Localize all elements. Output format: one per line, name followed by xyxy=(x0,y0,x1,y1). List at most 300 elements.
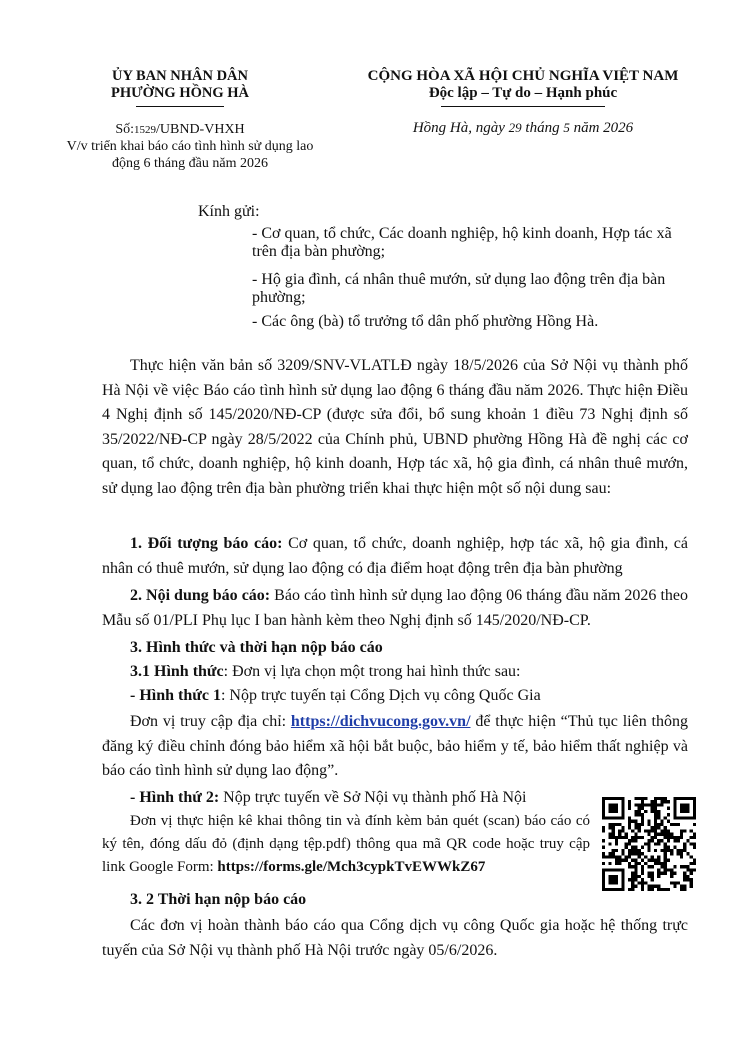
section-1-title: 1. Đối tượng báo cáo: xyxy=(130,535,283,552)
qr-module xyxy=(693,800,696,803)
qr-module xyxy=(693,807,696,810)
qr-module xyxy=(634,810,637,813)
qr-module xyxy=(673,813,676,816)
qr-module xyxy=(644,829,647,832)
qr-module xyxy=(615,823,618,826)
qr-module xyxy=(615,797,618,800)
qr-module xyxy=(664,852,667,855)
qr-module xyxy=(690,878,693,881)
qr-module xyxy=(693,859,696,862)
qr-module xyxy=(673,881,676,884)
qr-module xyxy=(690,855,693,858)
qr-module xyxy=(615,859,618,862)
qr-module xyxy=(618,823,621,826)
qr-module xyxy=(615,842,618,845)
qr-module xyxy=(621,872,624,875)
intro-paragraph: Thực hiện văn bản số 3209/SNV-VLATLĐ ngày 18/5/2026 của Sở Nội vụ thành phố Hà Nội về việc Báo cáo tình hình sử dụng lao động 6 tháng đầu năm 2026. Thực hiện Điều 4 Nghị định số 145/2020/NĐ-CP (được sửa đổi, bổ sung khoản 1 điều 73 Nghị định số 35/2022/NĐ-CP ngày 28/5/2022 của Chính phủ, UBND phường Hồng Hà đề nghị các cơ quan, tổ chức, doanh nghiệp, hộ kinh doanh, Hợp tác xã, hộ gia đình, cá nhân thuê mướn, sử dụng lao động trên địa bàn phường triển khai thực hiện một số nội dung sau: xyxy=(102,357,688,497)
qr-module xyxy=(615,803,618,806)
qr-module xyxy=(657,803,660,806)
qr-module xyxy=(644,881,647,884)
qr-module xyxy=(615,881,618,884)
qr-module xyxy=(615,855,618,858)
qr-module xyxy=(680,855,683,858)
qr-module xyxy=(664,800,667,803)
qr-module xyxy=(664,872,667,875)
qr-module xyxy=(677,839,680,842)
qr-module xyxy=(641,800,644,803)
qr-module xyxy=(693,862,696,865)
qr-module xyxy=(660,823,663,826)
qr-module xyxy=(621,813,624,816)
form-2-title: - Hình thứ 2: xyxy=(130,789,220,806)
qr-module xyxy=(615,875,618,878)
qr-module xyxy=(618,833,621,836)
qr-module xyxy=(673,797,676,800)
qr-module xyxy=(641,868,644,871)
qr-module xyxy=(638,807,641,810)
qr-module xyxy=(602,813,605,816)
qr-module xyxy=(680,797,683,800)
qr-module xyxy=(686,839,689,842)
qr-module xyxy=(638,829,641,832)
qr-module xyxy=(638,810,641,813)
qr-module xyxy=(651,810,654,813)
qr-module xyxy=(628,826,631,829)
qr-module xyxy=(638,797,641,800)
qr-module xyxy=(625,836,628,839)
qr-module xyxy=(641,816,644,819)
qr-module xyxy=(641,878,644,881)
dichvucong-link[interactable]: https://dichvucong.gov.vn/ xyxy=(290,713,471,730)
qr-module xyxy=(631,865,634,868)
qr-module xyxy=(651,839,654,842)
qr-module xyxy=(628,816,631,819)
form-1-title: - Hình thức 1 xyxy=(130,687,221,704)
qr-module xyxy=(625,842,628,845)
qr-module xyxy=(670,868,673,871)
qr-module xyxy=(690,885,693,888)
qr-module xyxy=(608,810,611,813)
qr-module xyxy=(638,875,641,878)
qr-module xyxy=(644,855,647,858)
qr-module xyxy=(647,823,650,826)
qr-module xyxy=(647,865,650,868)
qr-module xyxy=(615,849,618,852)
qr-module xyxy=(651,803,654,806)
qr-module xyxy=(670,823,673,826)
qr-module xyxy=(638,823,641,826)
qr-module xyxy=(664,859,667,862)
qr-module xyxy=(654,823,657,826)
qr-module xyxy=(631,820,634,823)
qr-module xyxy=(644,842,647,845)
qr-module xyxy=(625,855,628,858)
qr-module xyxy=(618,816,621,819)
section-2: 2. Nội dung báo cáo: Báo cáo tình hình sử dụng lao động 06 tháng đầu năm 2026 theo Mẫu số 01/PLI Phụ lục I ban hành kèm theo Nghị định số 145/2020/NĐ-CP. xyxy=(102,587,689,629)
qr-module xyxy=(657,842,660,845)
qr-module xyxy=(647,872,650,875)
form-1: - Hình thức 1: Nộp trực tuyến tại Cổng Dịch vụ công Quốc Gia xyxy=(130,687,541,704)
qr-module xyxy=(673,800,676,803)
qr-module xyxy=(608,826,611,829)
qr-code-graphic xyxy=(602,797,696,891)
qr-module xyxy=(686,875,689,878)
qr-module xyxy=(634,820,637,823)
qr-module xyxy=(693,833,696,836)
qr-module xyxy=(657,826,660,829)
qr-module xyxy=(621,816,624,819)
qr-module xyxy=(651,807,654,810)
qr-module xyxy=(686,878,689,881)
qr-module xyxy=(615,839,618,842)
qr-module xyxy=(602,872,605,875)
qr-module xyxy=(657,875,660,878)
document-number-value: 1529 xyxy=(134,124,156,136)
qr-module xyxy=(657,868,660,871)
qr-module xyxy=(602,797,605,800)
qr-module xyxy=(654,803,657,806)
qr-module xyxy=(651,826,654,829)
motto-underline xyxy=(441,106,605,107)
qr-module xyxy=(602,875,605,878)
recipients-label: Kính gửi: xyxy=(198,203,260,220)
qr-module xyxy=(657,813,660,816)
qr-module xyxy=(667,868,670,871)
national-motto xyxy=(358,68,688,102)
qr-module xyxy=(686,868,689,871)
qr-module xyxy=(634,859,637,862)
qr-module xyxy=(612,816,615,819)
qr-module xyxy=(638,852,641,855)
qr-module xyxy=(625,859,628,862)
qr-module xyxy=(634,826,637,829)
qr-module xyxy=(651,829,654,832)
qr-module xyxy=(686,807,689,810)
qr-module xyxy=(612,803,615,806)
qr-module xyxy=(628,800,631,803)
qr-module xyxy=(615,816,618,819)
qr-module xyxy=(683,807,686,810)
qr-module xyxy=(670,881,673,884)
qr-module xyxy=(612,855,615,858)
qr-module xyxy=(608,823,611,826)
qr-module xyxy=(693,810,696,813)
qr-module xyxy=(612,810,615,813)
qr-module xyxy=(654,859,657,862)
qr-module xyxy=(660,797,663,800)
qr-module xyxy=(690,829,693,832)
qr-module xyxy=(634,865,637,868)
qr-module xyxy=(647,846,650,849)
qr-module xyxy=(638,881,641,884)
qr-module xyxy=(634,833,637,836)
qr-module xyxy=(667,829,670,832)
qr-module xyxy=(667,813,670,816)
qr-module xyxy=(618,862,621,865)
qr-module xyxy=(657,862,660,865)
qr-module xyxy=(638,813,641,816)
qr-module xyxy=(612,875,615,878)
qr-module xyxy=(667,833,670,836)
qr-module xyxy=(602,810,605,813)
qr-module xyxy=(690,836,693,839)
qr-module xyxy=(683,872,686,875)
qr-module xyxy=(654,797,657,800)
qr-module xyxy=(641,836,644,839)
qr-module xyxy=(693,813,696,816)
qr-code-icon[interactable] xyxy=(602,797,696,891)
qr-module xyxy=(618,797,621,800)
qr-module xyxy=(667,839,670,842)
qr-module xyxy=(686,852,689,855)
qr-module xyxy=(654,849,657,852)
qr-module xyxy=(628,823,631,826)
qr-module xyxy=(612,823,615,826)
qr-module xyxy=(670,836,673,839)
qr-module xyxy=(677,836,680,839)
qr-module xyxy=(677,881,680,884)
qr-module xyxy=(628,807,631,810)
qr-module xyxy=(667,846,670,849)
qr-module xyxy=(683,849,686,852)
qr-module xyxy=(621,852,624,855)
qr-module xyxy=(690,842,693,845)
qr-module xyxy=(602,816,605,819)
qr-module xyxy=(621,797,624,800)
qr-module xyxy=(670,852,673,855)
qr-module xyxy=(651,878,654,881)
qr-module xyxy=(690,872,693,875)
qr-module xyxy=(638,836,641,839)
qr-module xyxy=(621,803,624,806)
section-1: 1. Đối tượng báo cáo: Cơ quan, tổ chức, doanh nghiệp, hợp tác xã, hộ gia đình, cá nhân có thuê mướn, sử dụng lao động có địa điểm hoạt động trên địa bàn phường xyxy=(102,535,689,577)
qr-module xyxy=(631,881,634,884)
qr-module xyxy=(680,865,683,868)
qr-module xyxy=(686,810,689,813)
qr-module xyxy=(634,852,637,855)
qr-module xyxy=(673,836,676,839)
recipient-1: - Cơ quan, tổ chức, Các doanh nghiệp, hộ kinh doanh, Hợp tác xã trên địa bàn phường; xyxy=(252,225,672,260)
qr-module xyxy=(683,846,686,849)
qr-module xyxy=(631,852,634,855)
qr-module xyxy=(615,868,618,871)
qr-module xyxy=(612,826,615,829)
qr-module xyxy=(690,862,693,865)
qr-module xyxy=(647,829,650,832)
qr-module xyxy=(612,836,615,839)
qr-module xyxy=(673,846,676,849)
qr-module xyxy=(657,839,660,842)
qr-module xyxy=(693,842,696,845)
qr-module xyxy=(608,807,611,810)
qr-module xyxy=(664,829,667,832)
qr-module xyxy=(651,872,654,875)
qr-module xyxy=(608,842,611,845)
qr-module xyxy=(608,816,611,819)
qr-module xyxy=(618,829,621,832)
org-underline xyxy=(136,106,224,107)
qr-module xyxy=(612,878,615,881)
qr-module xyxy=(628,862,631,865)
qr-module xyxy=(690,816,693,819)
qr-module xyxy=(651,836,654,839)
qr-module xyxy=(677,823,680,826)
qr-module xyxy=(625,833,628,836)
qr-module xyxy=(602,839,605,842)
qr-module xyxy=(634,839,637,842)
qr-module xyxy=(608,862,611,865)
qr-module xyxy=(660,865,663,868)
qr-module xyxy=(673,865,676,868)
google-form-link[interactable]: https://forms.gle/Mch3cypkTvEWWkZ67 xyxy=(217,859,486,875)
qr-module xyxy=(644,862,647,865)
qr-module xyxy=(615,810,618,813)
qr-module xyxy=(667,800,670,803)
qr-module xyxy=(641,872,644,875)
qr-module xyxy=(670,872,673,875)
org-line-2: PHƯỜNG HỒNG HÀ xyxy=(110,85,249,101)
qr-module xyxy=(621,826,624,829)
qr-module xyxy=(634,875,637,878)
qr-module xyxy=(641,813,644,816)
qr-module xyxy=(621,810,624,813)
section-2-title: 2. Nội dung báo cáo: xyxy=(130,587,271,604)
qr-module xyxy=(660,803,663,806)
qr-module xyxy=(683,875,686,878)
qr-module xyxy=(673,872,676,875)
qr-module xyxy=(641,881,644,884)
qr-module xyxy=(660,862,663,865)
date-day: 29 xyxy=(508,120,522,135)
qr-module xyxy=(602,855,605,858)
qr-module xyxy=(647,859,650,862)
qr-module xyxy=(605,855,608,858)
qr-module xyxy=(660,872,663,875)
qr-module xyxy=(680,836,683,839)
qr-module xyxy=(602,829,605,832)
qr-module xyxy=(644,797,647,800)
qr-module xyxy=(602,826,605,829)
qr-module xyxy=(615,862,618,865)
qr-module xyxy=(654,800,657,803)
qr-module xyxy=(644,803,647,806)
qr-module xyxy=(664,865,667,868)
qr-module xyxy=(631,829,634,832)
qr-module xyxy=(677,852,680,855)
qr-module xyxy=(657,872,660,875)
form-2: - Hình thứ 2: Nộp trực tuyến về Sở Nội vụ thành phố Hà Nội xyxy=(130,789,527,806)
qr-module xyxy=(631,859,634,862)
section-3-1-title: 3.1 Hình thức xyxy=(130,663,224,680)
qr-module xyxy=(602,800,605,803)
qr-module xyxy=(621,800,624,803)
qr-module xyxy=(693,823,696,826)
qr-module xyxy=(677,849,680,852)
qr-module xyxy=(612,829,615,832)
qr-module xyxy=(664,833,667,836)
qr-module xyxy=(641,865,644,868)
qr-module xyxy=(641,807,644,810)
qr-module xyxy=(673,803,676,806)
qr-module xyxy=(654,807,657,810)
qr-module xyxy=(621,859,624,862)
qr-module xyxy=(664,868,667,871)
qr-module xyxy=(683,810,686,813)
qr-module xyxy=(660,829,663,832)
qr-module xyxy=(602,881,605,884)
qr-module xyxy=(660,800,663,803)
qr-module xyxy=(615,836,618,839)
qr-module xyxy=(634,813,637,816)
qr-module xyxy=(680,829,683,832)
qr-module xyxy=(664,826,667,829)
qr-module xyxy=(602,868,605,871)
qr-module xyxy=(651,855,654,858)
qr-module xyxy=(621,829,624,832)
qr-module xyxy=(641,846,644,849)
qr-module xyxy=(654,836,657,839)
qr-module xyxy=(638,849,641,852)
qr-module xyxy=(615,807,618,810)
qr-module xyxy=(657,797,660,800)
qr-module xyxy=(654,810,657,813)
section-3-2-text: Các đơn vị hoàn thành báo cáo qua Cổng dịch vụ công Quốc gia hoặc hệ thống trực tuyến của Sở Nội vụ thành phố Hà Nội trước ngày 05/6/2026. xyxy=(102,917,688,959)
qr-module xyxy=(621,881,624,884)
qr-module xyxy=(628,878,631,881)
qr-module xyxy=(693,803,696,806)
qr-module xyxy=(654,833,657,836)
qr-module xyxy=(602,846,605,849)
qr-module xyxy=(608,852,611,855)
qr-module xyxy=(602,807,605,810)
qr-module xyxy=(605,868,608,871)
qr-module xyxy=(683,865,686,868)
qr-module xyxy=(670,833,673,836)
qr-module xyxy=(677,797,680,800)
qr-module xyxy=(680,810,683,813)
qr-module xyxy=(647,803,650,806)
qr-module xyxy=(628,839,631,842)
qr-module xyxy=(686,803,689,806)
qr-module xyxy=(634,849,637,852)
qr-module xyxy=(641,803,644,806)
qr-module xyxy=(618,855,621,858)
qr-module xyxy=(641,797,644,800)
qr-module xyxy=(654,826,657,829)
qr-module xyxy=(608,855,611,858)
qr-module xyxy=(608,868,611,871)
qr-module xyxy=(608,797,611,800)
qr-module xyxy=(631,878,634,881)
qr-module xyxy=(683,878,686,881)
qr-module xyxy=(641,859,644,862)
qr-module xyxy=(647,820,650,823)
date-month: 5 xyxy=(563,120,570,135)
qr-module xyxy=(654,816,657,819)
qr-module xyxy=(667,859,670,862)
qr-module xyxy=(680,803,683,806)
qr-module xyxy=(667,836,670,839)
qr-module xyxy=(615,878,618,881)
qr-module xyxy=(612,849,615,852)
qr-module xyxy=(680,849,683,852)
qr-module xyxy=(693,846,696,849)
qr-module xyxy=(690,868,693,871)
qr-module xyxy=(628,855,631,858)
qr-module xyxy=(664,816,667,819)
qr-module xyxy=(654,842,657,845)
org-line-1: ỦY BAN NHÂN DÂN xyxy=(111,68,248,84)
